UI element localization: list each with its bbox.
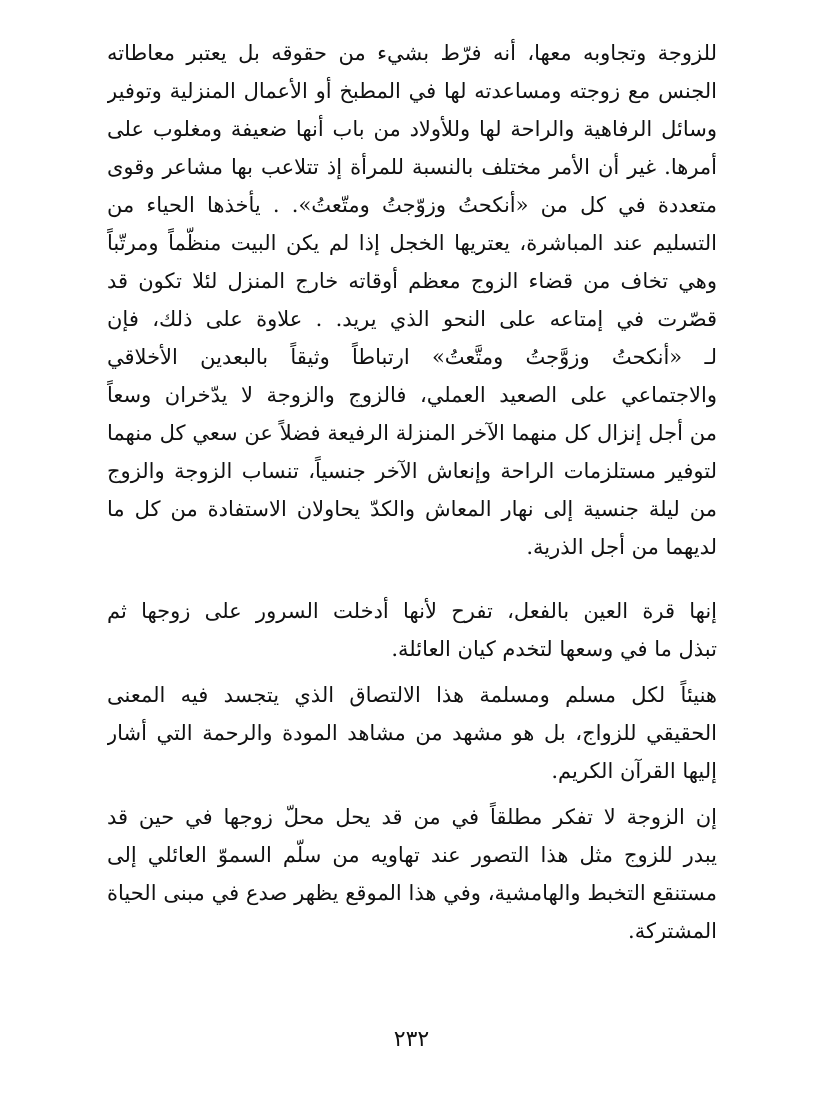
paragraph-4 [107, 798, 717, 950]
text-line: تبذل ما في وسعها لتخدم كيان العائلة. [391, 637, 717, 661]
text-line: من ليلة جنسية إلى نهار المعاش والكدّ يحاولان الاستفادة من كل ما [107, 497, 717, 521]
text-line: إن الزوجة لا تفكر مطلقاً في من قد يحل محلّ زوجها في حين قد [107, 805, 717, 829]
text-line: قصّرت في إمتاعه على النحو الذي يريد. . علاوة على ذلك، فإن [107, 307, 717, 331]
text-line: هنيئاً لكل مسلم ومسلمة هذا الالتصاق الذي يتجسد فيه المعنى [107, 683, 717, 707]
text-line: لـ «أنكحتُ وزوَّجتُ ومتَّعتُ» ارتباطاً وثيقاً بالبعدين الأخلاقي [107, 345, 717, 369]
text-line: لتوفير مستلزمات الراحة وإنعاش الآخر جنسياً، تنساب الزوجة والزوج [107, 459, 717, 483]
text-line: الجنس مع زوجته ومساعدته لها في المطبخ أو الأعمال المنزلية وتوفير [107, 79, 717, 103]
text-line: الحقيقي للزواج، بل هو مشهد من مشاهد المودة والرحمة التي أشار [107, 721, 717, 745]
text-line: إليها القرآن الكريم. [551, 759, 717, 783]
paragraph-1 [107, 34, 717, 566]
text-line: للزوجة وتجاوبه معها، أنه فرّط بشيء من حقوقه بل يعتبر معاطاته [107, 41, 717, 65]
text-line: وهي تخاف من قضاء الزوج معظم أوقاته خارج المنزل لئلا تكون قد [107, 269, 717, 293]
text-line: إنها قرة العين بالفعل، تفرح لأنها أدخلت السرور على زوجها ثم [107, 599, 717, 623]
text-line: التسليم عند المباشرة، يعتريها الخجل إذا لم يكن البيت منظّماً ومرتّباً [107, 231, 717, 255]
page-number: ٢٣٢ [393, 1027, 430, 1052]
text-line: مستنقع التخبط والهامشية، وفي هذا الموقع يظهر صدع في مبنى الحياة [107, 881, 717, 905]
text-line: من أجل إنزال كل منهما الآخر المنزلة الرفيعة فضلاً عن سعي كل منهما [107, 421, 717, 445]
text-line: يبدر للزوج مثل هذا التصور عند تهاويه من سلّم السموّ العائلي إلى [107, 843, 717, 867]
paragraph-2 [107, 592, 717, 668]
text-line: والاجتماعي على الصعيد العملي، فالزوج والزوجة لا يدّخران وسعاً [107, 383, 717, 407]
paragraph-3 [107, 676, 717, 790]
text-line: أمرها. غير أن الأمر مختلف بالنسبة للمرأة إذ تتلاعب بها مشاعر وقوى [107, 155, 717, 179]
text-line: لديهما من أجل الذرية. [526, 535, 717, 559]
text-line: المشتركة. [628, 919, 717, 943]
text-line: وسائل الرفاهية والراحة لها وللأولاد من باب أنها ضعيفة ومغلوب على [107, 117, 717, 141]
text-line: متعددة في كل من «أنكحتُ وزوّجتُ ومتّعتُ». . يأخذها الحياء من [107, 193, 717, 217]
